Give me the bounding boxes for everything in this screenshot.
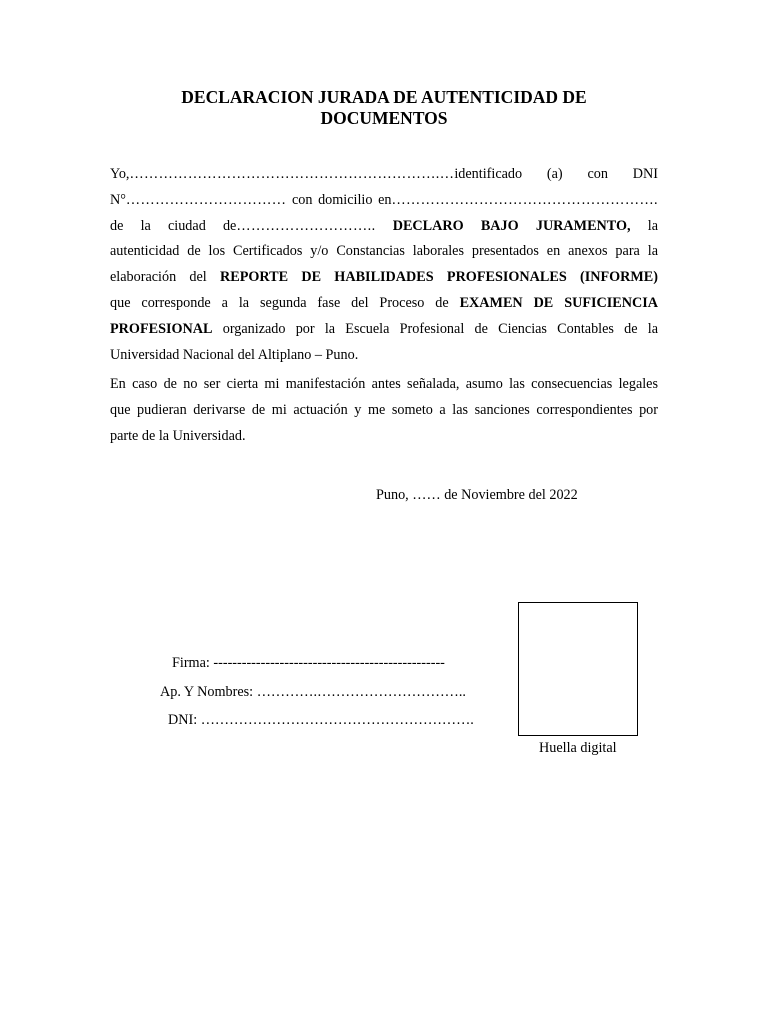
- date-month-year: de Noviembre del 2022: [444, 487, 578, 503]
- text-examen: EXAMEN DE SUFICIENCIA: [459, 294, 658, 311]
- paragraph-line: [110, 317, 658, 343]
- paragraph-line: [110, 291, 658, 317]
- fingerprint-box: [518, 602, 638, 736]
- document-title-line-1: DECLARACION JURADA DE AUTENTICIDAD DE: [181, 87, 587, 107]
- paragraph-line: [110, 162, 658, 188]
- text-ciudad: de la ciudad de: [110, 217, 237, 234]
- text-profesional: PROFESIONAL: [110, 320, 213, 337]
- text-la: la: [647, 217, 658, 234]
- signature-field: [172, 655, 445, 672]
- signature-line: -------------------------------------------------: [213, 655, 445, 671]
- text-elaboracion: elaboración del: [110, 269, 207, 286]
- paragraph-line: [110, 214, 658, 240]
- paragraph-line: autenticidad de los Certificados y/o Constancias laborales presentados en anexos para la: [110, 243, 658, 260]
- dni-blank: ……………………………: [125, 191, 287, 208]
- text-identificado: identificado (a) con DNI: [454, 166, 658, 182]
- text-yo: Yo,: [110, 166, 130, 182]
- date-place: Puno,: [376, 487, 409, 503]
- paragraph-line: que pudieran derivarse de mi actuación y me someto a las sanciones correspondientes por: [110, 401, 658, 418]
- day-blank: ……: [412, 487, 441, 503]
- dni-field: [168, 712, 474, 729]
- address-blank: ……………………………………………….: [391, 191, 658, 208]
- text-numero: N°: [110, 191, 126, 208]
- declaration-paragraph: [110, 162, 658, 368]
- name-blank: ……………………………………………………….…: [129, 166, 455, 182]
- consequences-paragraph: [110, 372, 658, 449]
- dni-label: DNI:: [168, 712, 198, 728]
- text-declaro: DECLARO BAJO JURAMENTO,: [392, 217, 631, 234]
- paragraph-line: [110, 188, 658, 214]
- signature-label: Firma:: [172, 655, 210, 671]
- text-organizado: organizado por la Escuela Profesional de Ciencias Contables de la: [222, 320, 658, 337]
- paragraph-line: parte de la Universidad.: [110, 427, 246, 444]
- fingerprint-label: Huella digital: [539, 740, 617, 756]
- paragraph-line: En caso de no ser cierta mi manifestación antes señalada, asumo las consecuencias legales: [110, 376, 658, 392]
- dni-signature-blank: ………………………………………………….: [200, 712, 474, 728]
- document-title-line-2: DOCUMENTOS: [320, 108, 448, 128]
- text-domicilio: con domicilio en: [286, 191, 392, 208]
- full-name-blank: ………….…………………………..: [256, 684, 466, 700]
- full-name-label: Ap. Y Nombres:: [160, 684, 254, 700]
- paragraph-line: Universidad Nacional del Altiplano – Puno.: [110, 346, 359, 363]
- paragraph-line: [110, 265, 658, 291]
- full-name-field: [160, 684, 466, 701]
- text-corresponde: que corresponde a la segunda fase del Proceso de: [110, 294, 449, 311]
- text-reporte: REPORTE DE HABILIDADES PROFESIONALES (INFORME): [220, 269, 658, 286]
- place-date-line: [376, 487, 578, 504]
- city-blank: ………………………..: [236, 217, 376, 234]
